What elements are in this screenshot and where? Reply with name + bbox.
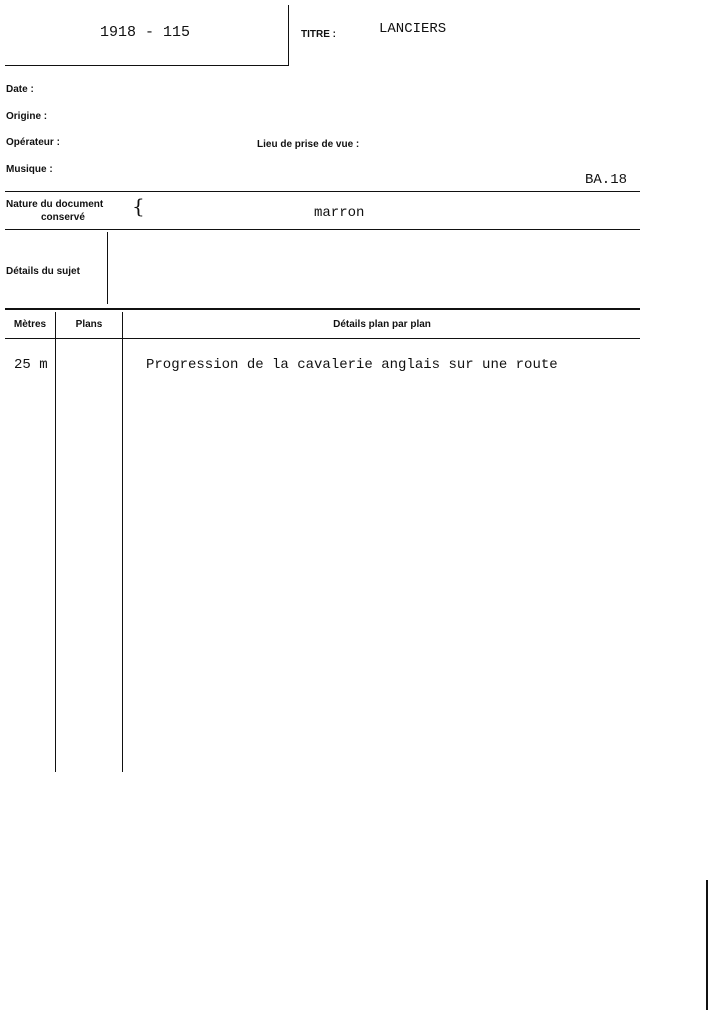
separator-nature-top xyxy=(5,191,640,192)
table-header-bottom-border xyxy=(5,338,640,339)
date-label: Date : xyxy=(6,84,34,95)
operateur-label: Opérateur : xyxy=(6,137,60,148)
details-sujet-brace xyxy=(107,232,108,304)
cote-value: BA.18 xyxy=(585,172,628,188)
origine-label: Origine : xyxy=(6,111,48,122)
titre-label: TITRE : xyxy=(301,29,336,40)
col-divider-metres xyxy=(55,312,56,772)
row-metres: 25 m xyxy=(14,357,48,373)
musique-label: Musique : xyxy=(6,164,53,175)
col-header-details: Détails plan par plan xyxy=(333,319,431,330)
row-details: Progression de la cavalerie anglais sur une route xyxy=(146,357,558,373)
header-box-bottom-border xyxy=(5,65,289,66)
nature-label-line1: Nature du document xyxy=(6,199,104,210)
table-top-border xyxy=(5,308,640,310)
page-edge xyxy=(706,880,708,1010)
film-reference: 1918 - 115 xyxy=(100,24,191,41)
header-box-right-border xyxy=(288,5,289,65)
col-header-plans: Plans xyxy=(75,319,103,330)
lieu-prise-de-vue-label: Lieu de prise de vue : xyxy=(257,139,360,150)
details-sujet-label: Détails du sujet xyxy=(6,266,80,277)
nature-value: marron xyxy=(314,205,365,221)
nature-brace: { xyxy=(132,194,145,218)
col-header-metres: Mètres xyxy=(13,319,47,330)
col-divider-plans xyxy=(122,312,123,772)
separator-sujet-top xyxy=(5,229,640,230)
titre-value: LANCIERS xyxy=(379,21,447,37)
nature-label-line2: conservé xyxy=(41,212,85,223)
